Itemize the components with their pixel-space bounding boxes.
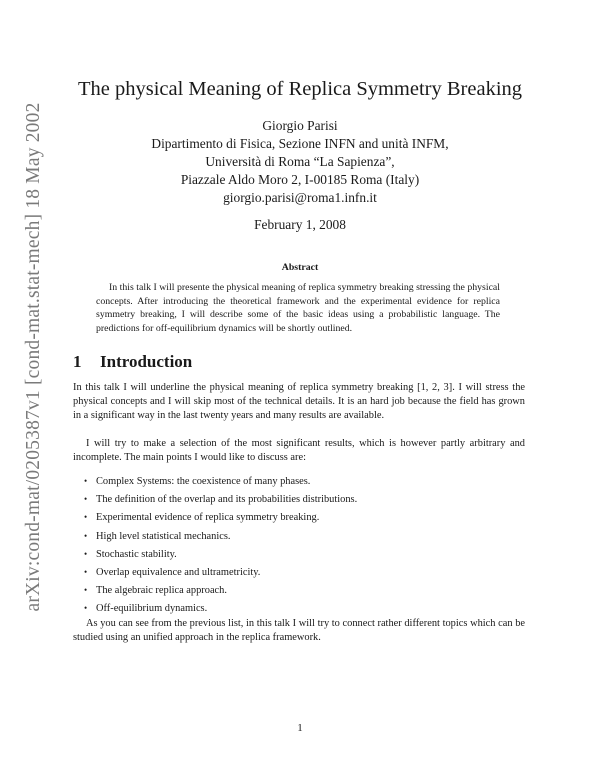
- list-item: [84, 563, 357, 581]
- bullet-icon: •: [84, 548, 88, 559]
- paper-date: February 1, 2008: [254, 217, 346, 232]
- intro-paragraph: As you can see from the previous list, in this talk I will try to connect rather different topics which can be studied using an unified approach in the replica framework.: [73, 618, 525, 644]
- list-item: [84, 545, 357, 563]
- list-item-text: Experimental evidence of replica symmetry breaking.: [96, 512, 320, 524]
- bullet-icon: •: [84, 512, 88, 523]
- abstract-heading: Abstract: [281, 262, 319, 273]
- list-item: [84, 599, 357, 617]
- intro-paragraph: In this talk I will underline the physical meaning of replica symmetry breaking [1, 2, 3]. I will stress the physical concepts and I will skip most of the technical details. It is an hard job because the field has grown in a significant way in the last twenty years and many results are available.: [73, 382, 525, 422]
- list-item-text: Stochastic stability.: [96, 548, 177, 560]
- list-item-text: Complex Systems: the coexistence of many phases.: [96, 476, 311, 487]
- affiliation-line: Piazzale Aldo Moro 2, I-00185 Roma (Italy): [180, 172, 420, 187]
- bullet-icon: •: [84, 530, 88, 541]
- list-item-text: The definition of the overlap and its probabilities distributions.: [96, 494, 358, 506]
- section-heading: [73, 351, 192, 373]
- affiliation-line: Università di Roma “La Sapienza”,: [205, 154, 395, 169]
- abstract-text: In this talk I will presente the physical meaning of replica symmetry breaking stressing the physical concepts. After introducing the theoretical framework and the experimental evidence for replica symmetry breaking, I will describe some of the basic ideas using a probabilistic language. The predictions for off-equilibrium dynamics will be shortly outlined.: [96, 282, 500, 334]
- list-item-text: High level statistical mechanics.: [96, 530, 231, 542]
- paper-title: The physical Meaning of Replica Symmetry Breaking: [77, 78, 523, 100]
- page-number: 1: [297, 722, 303, 734]
- bullet-icon: •: [84, 585, 88, 596]
- list-item-text: Off-equilibrium dynamics.: [96, 603, 208, 615]
- author-email: giorgio.parisi@roma1.infn.it: [223, 190, 377, 205]
- bullet-icon: •: [84, 566, 88, 577]
- bullet-icon: •: [84, 603, 88, 614]
- list-item: [84, 508, 357, 526]
- arxiv-stamp-text: arXiv:cond-mat/0205387v1 [cond-mat.stat-mech] 18 May 2002: [23, 102, 44, 612]
- bullet-icon: •: [84, 476, 88, 486]
- list-item: [84, 472, 357, 490]
- affiliation-line: Dipartimento di Fisica, Sezione INFN and unità INFM,: [151, 136, 449, 151]
- list-item: [84, 490, 357, 508]
- section-title: Introduction: [100, 352, 193, 371]
- author-name: Giorgio Parisi: [262, 118, 338, 133]
- list-item: [84, 581, 357, 599]
- list-item-text: The algebraic replica approach.: [96, 585, 227, 597]
- list-item: [84, 527, 357, 545]
- list-item-text: Overlap equivalence and ultrametricity.: [96, 566, 261, 578]
- author-block: [0, 117, 600, 207]
- discussion-points-list: [84, 472, 357, 618]
- intro-paragraph: I will try to make a selection of the most significant results, which is however partly arbitrary and incomplete. The main points I would like to discuss are:: [73, 438, 525, 464]
- section-number: 1: [73, 352, 82, 371]
- bullet-icon: •: [84, 494, 88, 505]
